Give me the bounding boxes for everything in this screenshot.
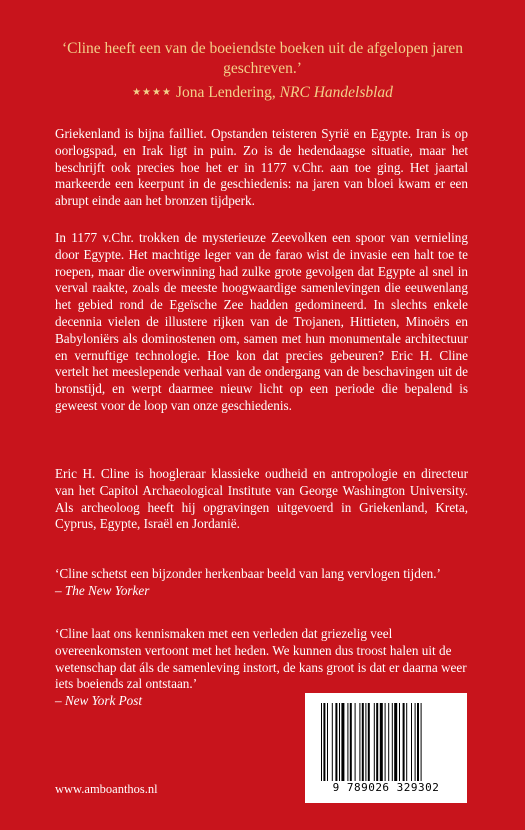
pull-quote-text: ‘Cline heeft een van de boeiendste boeken uit de afgelopen jaren geschreven.’ (61, 40, 464, 77)
rating-stars-icon: ★★★★ (132, 87, 172, 98)
author-bio-text: Eric H. Cline is hoogleraar klassieke oudheid en antropologie en directeur van het Capitol Archaeological Institute van George Washington University. Als archeoloog heeft hij opgravingen uitgevoerd in Griekenland, Kreta, Cyprus, Egypte, Israël en Jordanië. (55, 466, 468, 532)
blurb-paragraph-2 (55, 230, 468, 415)
author-bio (55, 466, 468, 533)
review-source: New York Post (64, 693, 143, 709)
review-text: ‘Cline schetst een bijzonder herkenbaar beeld van lang vervlogen tijden.’ (55, 566, 441, 581)
pull-quote (60, 39, 465, 79)
blurb-text: In 1177 v.Chr. trokken de mysterieuze Zeevolken een spoor van vernieling door Egypte. Het machtige leger van de farao wist de invasie een halt toe te roepen, maar die overwinning had zulke grote gevolgen dat Egypte al snel in verval raakte, zoals de meeste hoogwaardige samenlevingen die eeuwenlang het gebied rond de Egeïsche Zee hadden gedomineerd. In slechts enkele decennia vielen de illustere rijken van de Trojanen, Hittieten, Minoërs en Babyloniërs als dominostenen om, samen met hun monumentale architectuur en vernuftige technologie. Hoe kon dat precies gebeuren? Eric H. Cline vertelt het meeslepende verhaal van de ondergang van de beschavingen uit de bronstijd, en werpt daarmee nieuw licht op een periode die bepalend is geweest voor de loop van onze geschiedenis. (55, 230, 468, 413)
blurb-paragraph-1 (55, 126, 468, 210)
review-quote (55, 566, 468, 600)
review-source-line (55, 583, 468, 600)
barcode-icon (319, 703, 453, 781)
pull-quote-attribution (40, 83, 485, 103)
review-source: The New Yorker (64, 582, 150, 598)
quote-publication: NRC Handelsblad (279, 84, 393, 101)
publisher-website: www.amboanthos.nl (55, 782, 158, 796)
review-text: ‘Cline laat ons kennismaken met een verleden dat griezelig veel overeenkomsten vertoont met het heden. We kunnen dus troost halen uit de wetenschap dat áls de samenleving instort, de kans groot is dat er daarna weer iets boeiends zal ontstaan.’ (55, 626, 467, 692)
review-dash: – (55, 693, 65, 709)
review-dash: – (55, 582, 65, 598)
isbn-barcode (305, 693, 467, 803)
isbn-digits: 9 789026 329302 (332, 781, 440, 794)
quote-author: Jona Lendering, (175, 84, 276, 101)
blurb-text: Griekenland is bijna failliet. Opstanden teisteren Syrië en Egypte. Iran is op oorlogspad, en Irak ligt in puin. Zo is de hedendaagse situatie, maar het beschrijft ook precies hoe het er in 1177 v.Chr. aan toe ging. Het jaartal markeerde een keerpunt in de geschiedenis: na jaren van bloei kwam er een abrupt einde aan het bronzen tijdperk. (55, 126, 468, 209)
